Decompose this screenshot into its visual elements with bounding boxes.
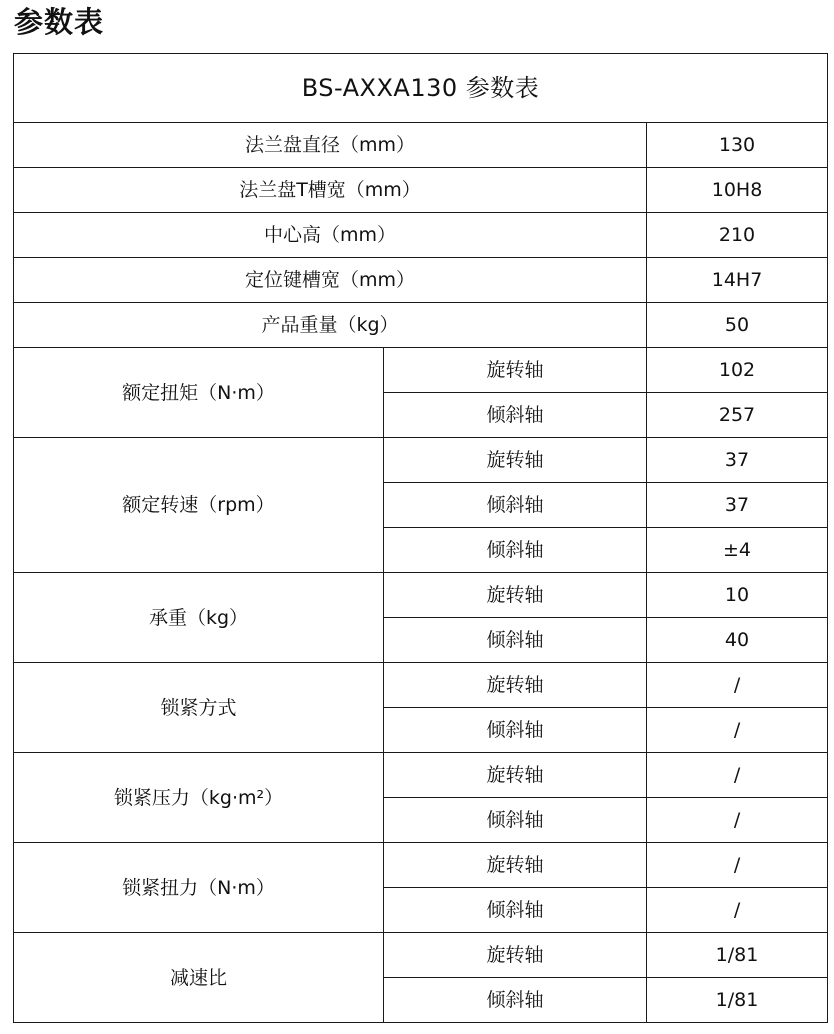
param-value: 10H8: [647, 168, 828, 213]
axis-label: 旋转轴: [384, 348, 647, 393]
param-row-load-capacity: [14, 573, 828, 618]
table-title: BS-AXXA130 参数表: [14, 54, 828, 123]
param-value: ±4: [647, 528, 828, 573]
param-value: 102: [647, 348, 828, 393]
param-row-flange-t-slot-width: [14, 168, 828, 213]
axis-label: 倾斜轴: [384, 393, 647, 438]
param-row-key-slot-width: [14, 258, 828, 303]
axis-label: 倾斜轴: [384, 798, 647, 843]
param-row-rated-speed: [14, 438, 828, 483]
param-row-lock-pressure: [14, 753, 828, 798]
param-value: 210: [647, 213, 828, 258]
param-value: 10: [647, 573, 828, 618]
axis-label: 旋转轴: [384, 438, 647, 483]
axis-label: 倾斜轴: [384, 528, 647, 573]
param-value: 1/81: [647, 978, 828, 1023]
param-label: 定位键槽宽（mm）: [14, 258, 647, 303]
axis-label: 旋转轴: [384, 753, 647, 798]
param-row-product-weight: [14, 303, 828, 348]
axis-label: 旋转轴: [384, 573, 647, 618]
param-value: 37: [647, 438, 828, 483]
param-value: 40: [647, 618, 828, 663]
axis-label: 倾斜轴: [384, 978, 647, 1023]
param-value: /: [647, 708, 828, 753]
axis-label: 倾斜轴: [384, 618, 647, 663]
param-value: 37: [647, 483, 828, 528]
group-label: 承重（kg）: [14, 573, 384, 663]
parameter-table: [13, 53, 828, 1023]
param-row-rated-torque: [14, 348, 828, 393]
param-row-flange-diameter: [14, 123, 828, 168]
group-label: 锁紧方式: [14, 663, 384, 753]
axis-label: 旋转轴: [384, 843, 647, 888]
axis-label: 旋转轴: [384, 663, 647, 708]
param-value: 130: [647, 123, 828, 168]
param-value: 50: [647, 303, 828, 348]
param-row-lock-method: [14, 663, 828, 708]
param-value: 257: [647, 393, 828, 438]
param-row-reduction-ratio: [14, 933, 828, 978]
group-label: 减速比: [14, 933, 384, 1023]
param-value: /: [647, 663, 828, 708]
param-row-lock-torque: [14, 843, 828, 888]
param-value: /: [647, 798, 828, 843]
group-label: 锁紧扭力（N·m）: [14, 843, 384, 933]
axis-label: 旋转轴: [384, 933, 647, 978]
param-label: 法兰盘T槽宽（mm）: [14, 168, 647, 213]
axis-label: 倾斜轴: [384, 708, 647, 753]
page-heading: 参数表: [14, 5, 105, 39]
param-label: 法兰盘直径（mm）: [14, 123, 647, 168]
param-value: /: [647, 753, 828, 798]
param-value: /: [647, 843, 828, 888]
param-value: 14H7: [647, 258, 828, 303]
param-value: /: [647, 888, 828, 933]
param-label: 中心高（mm）: [14, 213, 647, 258]
axis-label: 倾斜轴: [384, 483, 647, 528]
axis-label: 倾斜轴: [384, 888, 647, 933]
group-label: 锁紧压力（kg·m²）: [14, 753, 384, 843]
table-title-row: [14, 54, 828, 123]
group-label: 额定扭矩（N·m）: [14, 348, 384, 438]
param-label: 产品重量（kg）: [14, 303, 647, 348]
param-value: 1/81: [647, 933, 828, 978]
parameter-table-body: [14, 54, 828, 1023]
param-row-center-height: [14, 213, 828, 258]
group-label: 额定转速（rpm）: [14, 438, 384, 573]
